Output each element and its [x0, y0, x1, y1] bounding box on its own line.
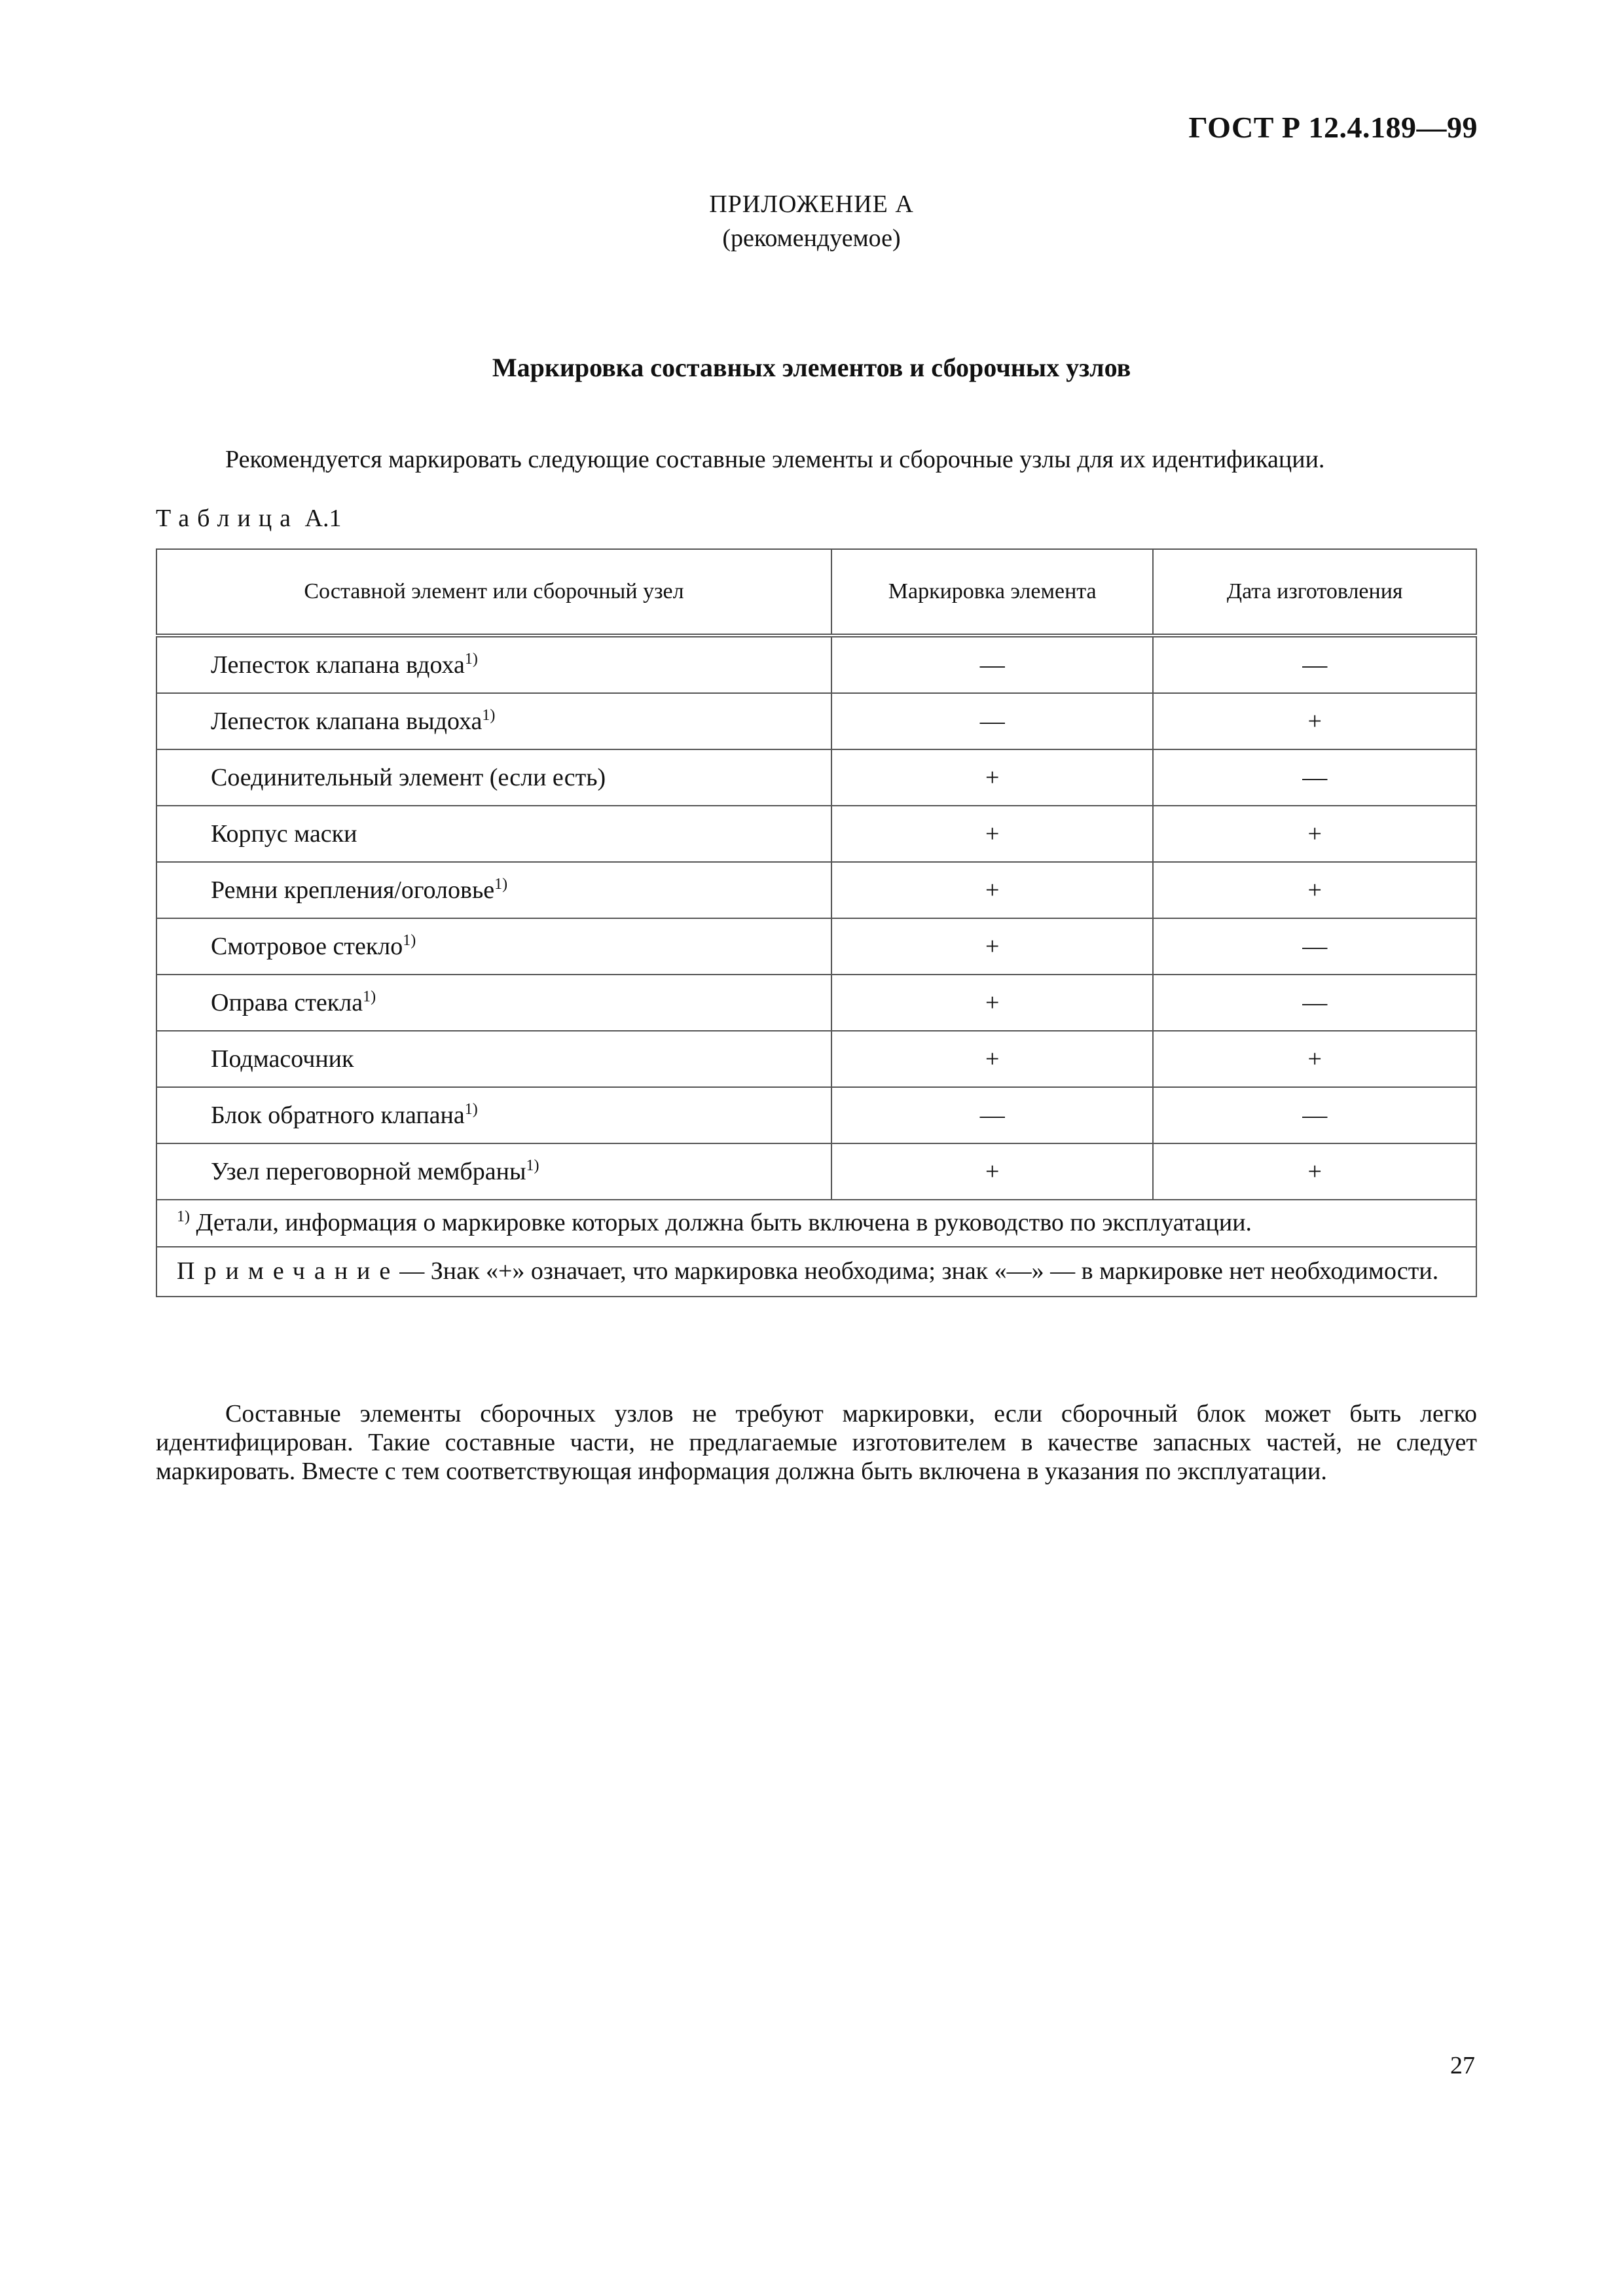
row-name: Подмасочник [211, 1045, 354, 1073]
row-name: Лепесток клапана выдоха [211, 708, 483, 735]
table-row [156, 749, 1476, 806]
row-name: Блок обратного клапана [211, 1102, 465, 1129]
row-date: — [1153, 1087, 1476, 1143]
row-name: Узел переговорной мембраны [211, 1158, 526, 1185]
row-name: Лепесток клапана вдоха [211, 651, 465, 679]
table-footnote-row [156, 1200, 1476, 1247]
table-caption [156, 504, 341, 533]
footnote-marker: 1) [177, 1208, 190, 1225]
header-marking: Маркировка элемента [831, 549, 1154, 636]
header-date: Дата изготовления [1153, 549, 1476, 636]
table-row [156, 806, 1476, 862]
note-label: Примечание [177, 1257, 400, 1285]
body-paragraph: Составные элементы сборочных узлов не требуют маркировки, если сборочный блок может быть легко идентифицирован. Такие составные части, не предлагаемые изготовителем в качестве запасных частей, не следует маркировать. Вместе с тем соответствующая информация должна быть включена в указания по эксплуатации. [156, 1400, 1477, 1485]
row-marking: + [831, 749, 1154, 806]
table-row [156, 862, 1476, 918]
row-name-cell [156, 636, 831, 693]
footnote-ref: 1) [363, 988, 376, 1005]
row-name: Смотровое стекло [211, 933, 403, 960]
appendix-subtitle: (рекомендуемое) [722, 224, 901, 252]
appendix-title: ПРИЛОЖЕНИЕ А [709, 190, 914, 218]
table-note-row [156, 1247, 1476, 1297]
row-marking: + [831, 975, 1154, 1031]
row-name-cell [156, 1087, 831, 1143]
table-note [156, 1247, 1476, 1297]
row-date: — [1153, 975, 1476, 1031]
footnote-ref: 1) [464, 651, 478, 668]
table-caption-number: А.1 [304, 505, 342, 532]
page-number: 27 [1450, 2052, 1475, 2079]
row-name: Ремни крепления/оголовье [211, 876, 495, 904]
row-date: — [1153, 636, 1476, 693]
footnote-text: Детали, информация о маркировке которых должна быть включена в руководство по эксплуатации. [196, 1209, 1252, 1236]
row-date: + [1153, 862, 1476, 918]
row-name: Корпус маски [211, 820, 357, 848]
row-marking: + [831, 806, 1154, 862]
row-marking: — [831, 693, 1154, 749]
footnote-ref: 1) [482, 707, 496, 724]
document-code: ГОСТ Р 12.4.189—99 [1188, 111, 1478, 144]
row-date: + [1153, 1031, 1476, 1087]
row-date: — [1153, 749, 1476, 806]
row-date: — [1153, 918, 1476, 975]
row-name-cell [156, 862, 831, 918]
row-name-cell [156, 1031, 831, 1087]
table-row [156, 1087, 1476, 1143]
row-name-cell [156, 693, 831, 749]
footnote-ref: 1) [403, 932, 416, 949]
header-element: Составной элемент или сборочный узел [156, 549, 831, 636]
row-name-cell [156, 975, 831, 1031]
row-marking: + [831, 1031, 1154, 1087]
section-title: Маркировка составных элементов и сборочных узлов [492, 353, 1131, 382]
intro-paragraph: Рекомендуется маркировать следующие составные элементы и сборочные узлы для их идентификации. [225, 446, 1325, 473]
footnote-ref: 1) [526, 1157, 539, 1174]
row-name: Соединительный элемент (если есть) [211, 764, 606, 791]
row-marking: + [831, 918, 1154, 975]
row-name-cell [156, 918, 831, 975]
marking-table [156, 548, 1477, 1297]
row-name-cell [156, 1143, 831, 1200]
table-row [156, 975, 1476, 1031]
row-marking: + [831, 1143, 1154, 1200]
note-text: — Знак «+» означает, что маркировка необходима; знак «—» — в маркировке нет необходимости. [399, 1257, 1439, 1285]
table-row [156, 918, 1476, 975]
table-row [156, 1031, 1476, 1087]
row-name: Оправа стекла [211, 989, 363, 1016]
footnote-ref: 1) [464, 1101, 478, 1118]
table-row [156, 693, 1476, 749]
row-marking: — [831, 1087, 1154, 1143]
table-footnote [156, 1200, 1476, 1247]
footnote-ref: 1) [494, 876, 508, 893]
row-date: + [1153, 693, 1476, 749]
row-name-cell [156, 749, 831, 806]
row-date: + [1153, 1143, 1476, 1200]
row-date: + [1153, 806, 1476, 862]
row-name-cell [156, 806, 831, 862]
table-row [156, 636, 1476, 693]
table-row [156, 1143, 1476, 1200]
row-marking: — [831, 636, 1154, 693]
row-marking: + [831, 862, 1154, 918]
table-caption-label: Таблица [156, 505, 299, 532]
table-header-row [156, 549, 1476, 636]
